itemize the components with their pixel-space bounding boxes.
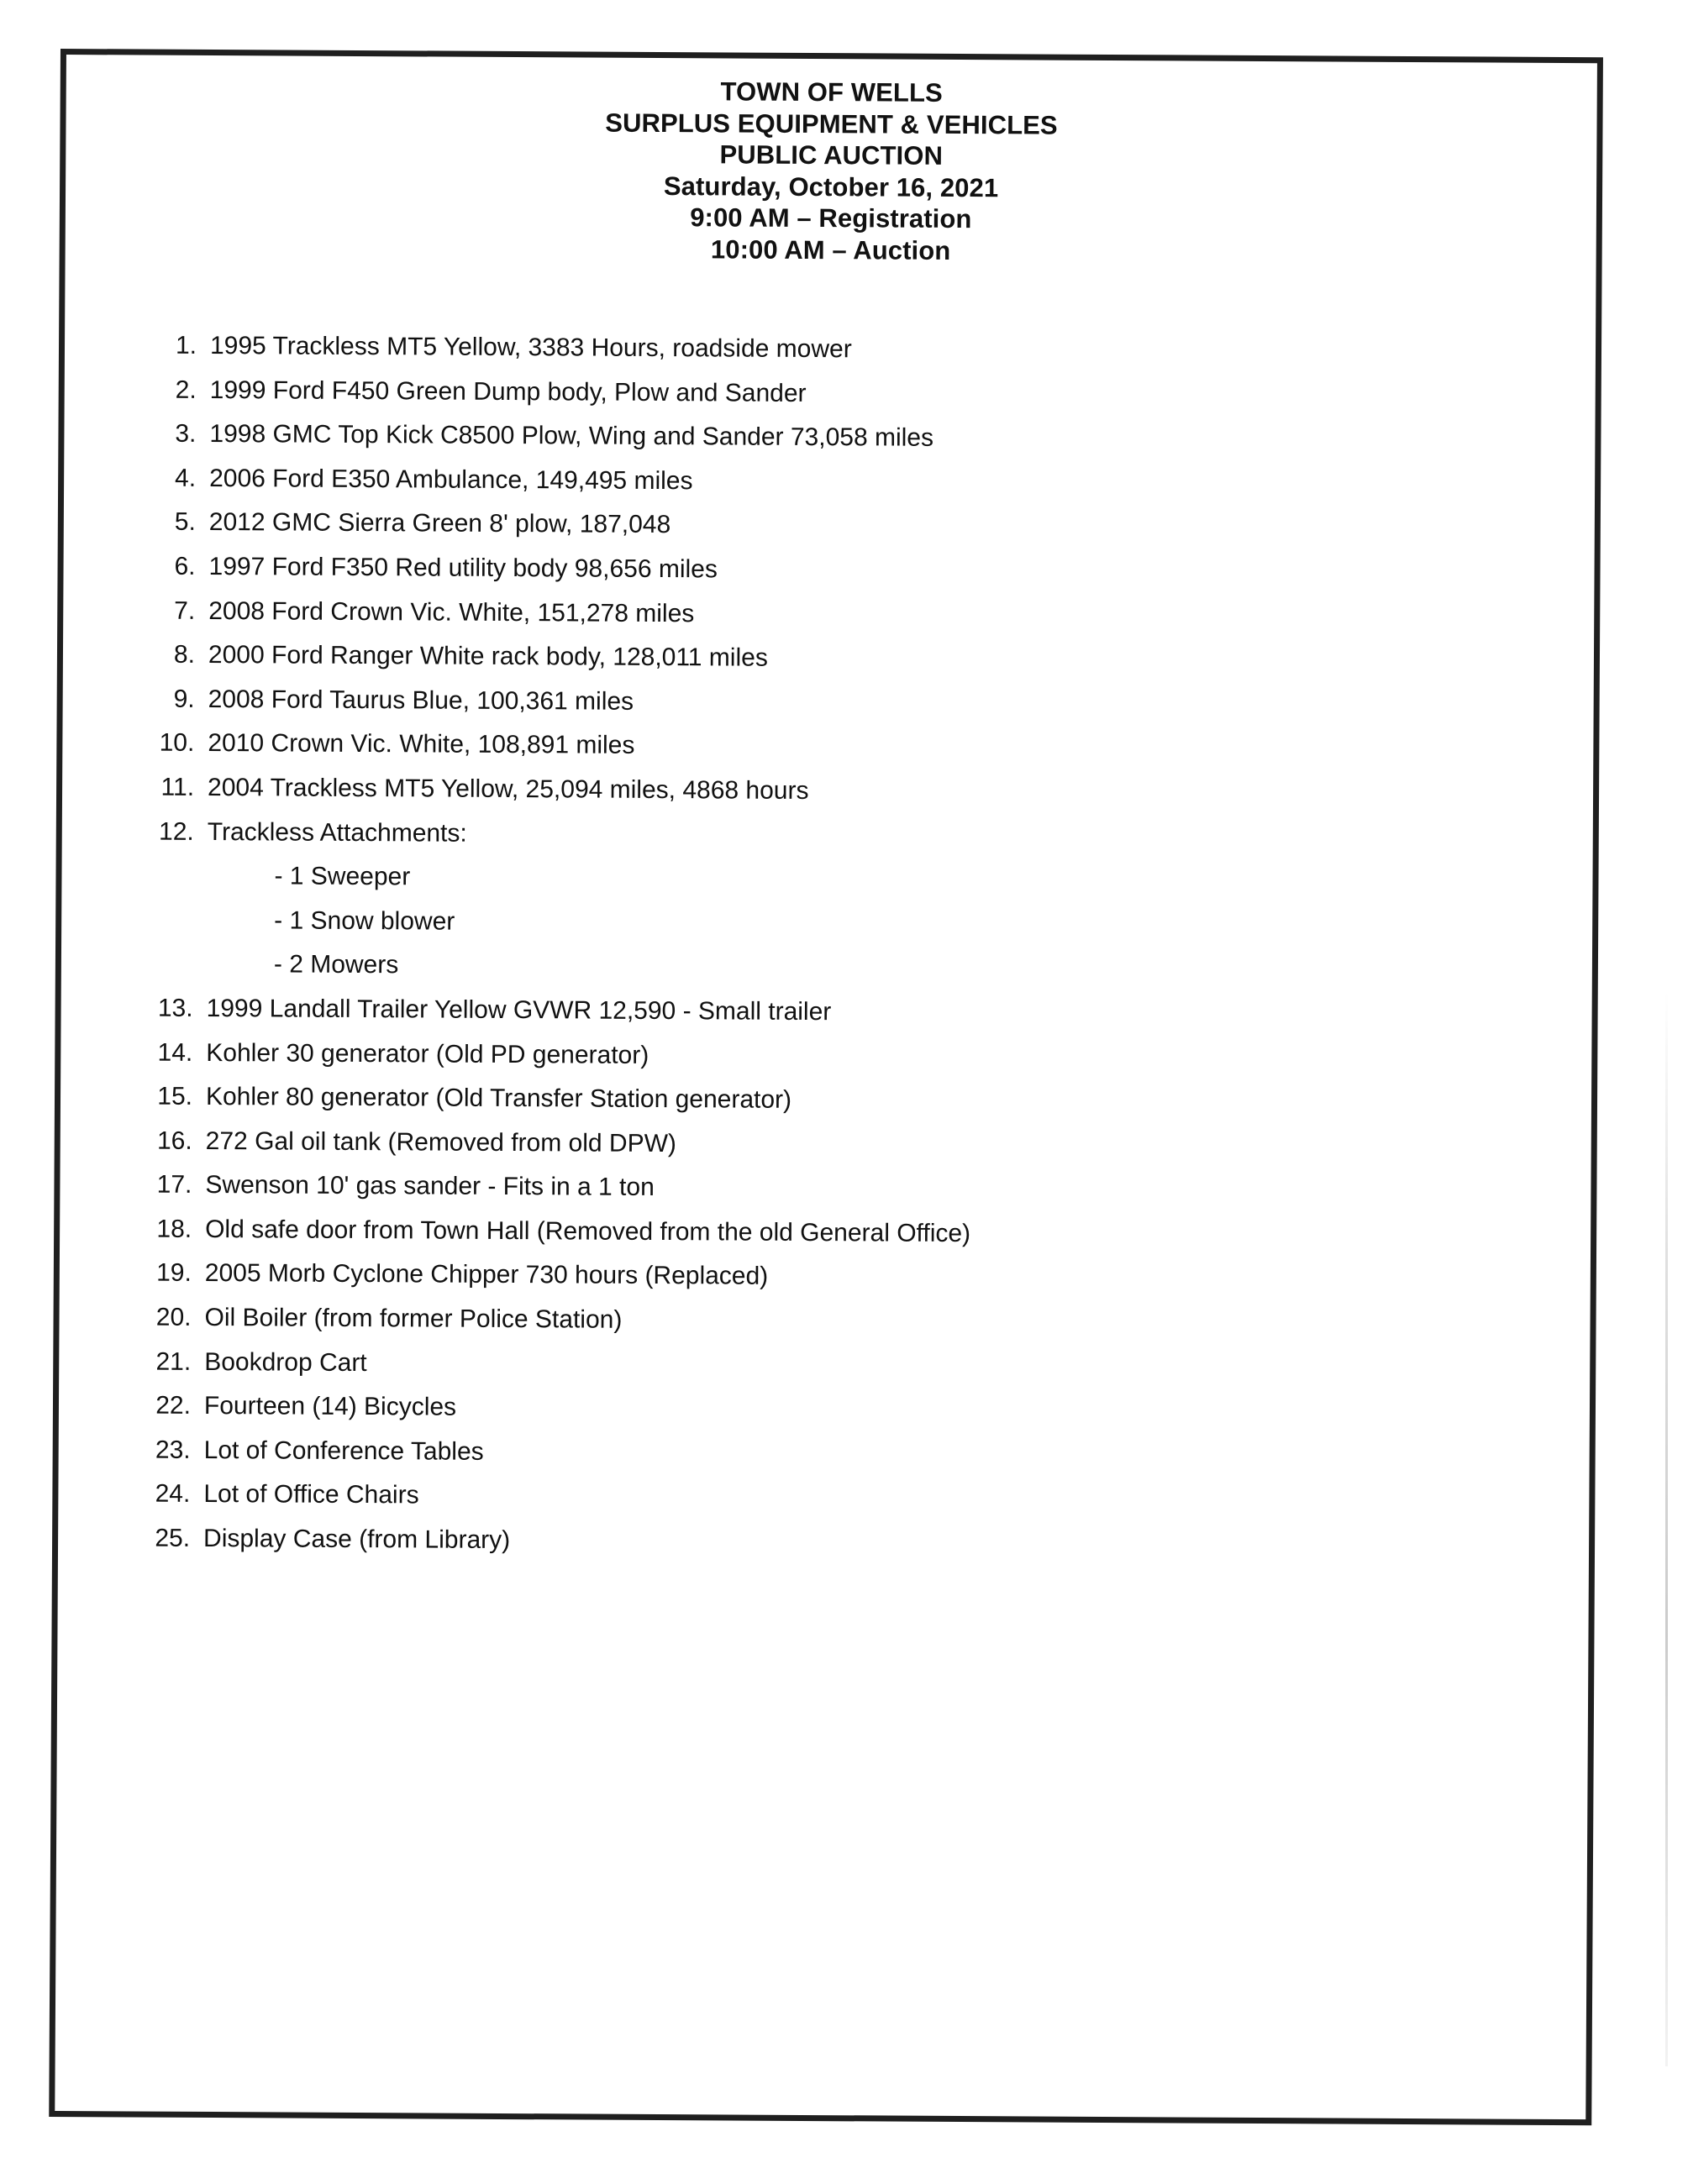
lot-description: 1999 Ford F450 Green Dump body, Plow and Sander xyxy=(209,375,807,407)
scanner-edge-line xyxy=(1665,991,1668,2066)
lot-description: 1999 Landall Trailer Yellow GVWR 12,590 - Small trailer xyxy=(206,994,832,1026)
lot-item xyxy=(152,1296,1596,1348)
lot-number: 21. xyxy=(155,1347,192,1376)
trackless-attachments-list xyxy=(155,854,1599,995)
lot-description: Display Case (from Library) xyxy=(203,1525,511,1555)
lot-item xyxy=(157,412,1601,465)
header-auction-time: 10:00 AM – Auction xyxy=(710,234,951,265)
lot-description: 2000 Ford Ranger White rack body, 128,011 miles xyxy=(208,641,768,672)
lot-description: Fourteen (14) Bicycles xyxy=(203,1392,457,1421)
auction-lot-list xyxy=(52,323,1601,1569)
lot-number: 20. xyxy=(155,1303,192,1331)
trackless-attachment-item: - 1 Sweeper xyxy=(274,862,411,891)
header-date: Saturday, October 16, 2021 xyxy=(663,171,999,202)
lot-item xyxy=(154,1031,1597,1083)
lot-description: 2012 GMC Sierra Green 8' plow, 187,048 xyxy=(208,508,671,539)
lot-description: 2010 Crown Vic. White, 108,891 miles xyxy=(208,729,635,760)
lot-number: 14. xyxy=(157,1038,193,1067)
lot-number: 4. xyxy=(175,464,197,492)
lot-item xyxy=(152,1340,1596,1392)
lot-description: Kohler 30 generator (Old PD generator) xyxy=(206,1038,649,1069)
document-content-area xyxy=(49,49,1603,2125)
lot-item xyxy=(155,722,1599,774)
lot-item xyxy=(158,368,1601,420)
lot-item xyxy=(156,589,1600,641)
lot-item xyxy=(155,810,1599,862)
auction-header xyxy=(60,49,1603,270)
lot-number: 5. xyxy=(174,508,196,537)
lot-item xyxy=(156,633,1600,685)
lot-number: 2. xyxy=(175,375,197,404)
header-registration-time: 9:00 AM – Registration xyxy=(690,202,972,234)
lot-description: 2008 Ford Taurus Blue, 100,361 miles xyxy=(208,685,634,716)
lot-item xyxy=(151,1473,1595,1525)
lot-number: 15. xyxy=(157,1082,193,1110)
header-town-name: TOWN OF WELLS xyxy=(720,76,943,108)
lot-description: 2004 Trackless MT5 Yellow, 25,094 miles, 4868 hours xyxy=(207,773,809,805)
lot-item xyxy=(157,456,1601,508)
lot-item xyxy=(155,766,1599,818)
lot-number: 16. xyxy=(156,1126,192,1155)
lot-description: 272 Gal oil tank (Removed from old DPW) xyxy=(205,1126,677,1158)
lot-number: 23. xyxy=(155,1436,191,1464)
trackless-attachment-item: - 1 Snow blower xyxy=(274,906,455,936)
lot-description: 1998 GMC Top Kick C8500 Plow, Wing and Sander 73,058 miles xyxy=(209,420,934,452)
lot-description: 2008 Ford Crown Vic. White, 151,278 miles xyxy=(208,596,695,627)
trackless-attachment-item: - 2 Mowers xyxy=(273,950,399,979)
lot-number: 25. xyxy=(155,1524,191,1552)
lot-description: Bookdrop Cart xyxy=(204,1347,367,1377)
lot-description: 1995 Trackless MT5 Yellow, 3383 Hours, roadside mower xyxy=(209,332,852,364)
lot-item xyxy=(156,677,1600,729)
lot-description: 2005 Morb Cyclone Chipper 730 hours (Replaced) xyxy=(204,1259,769,1291)
lot-number: 10. xyxy=(159,729,195,758)
lot-number: 19. xyxy=(156,1259,192,1288)
lot-description: Kohler 80 generator (Old Transfer Station generator) xyxy=(205,1083,792,1114)
lot-description: 1997 Ford F350 Red utility body 98,656 miles xyxy=(208,552,718,584)
lot-item xyxy=(152,1428,1596,1480)
lot-number: 17. xyxy=(156,1170,192,1200)
header-event-type: PUBLIC AUCTION xyxy=(719,139,944,171)
lot-description: Trackless Attachments: xyxy=(207,817,467,848)
lot-number: 18. xyxy=(156,1215,192,1243)
header-subject: SURPLUS EQUIPMENT & VEHICLES xyxy=(605,108,1058,140)
lot-description: Old safe door from Town Hall (Removed from the old General Office) xyxy=(205,1215,971,1247)
lot-number: 8. xyxy=(173,640,196,669)
lot-description: 2006 Ford E350 Ambulance, 149,495 miles xyxy=(209,464,693,495)
lot-item xyxy=(153,1208,1596,1260)
lot-description: Oil Boiler (from former Police Station) xyxy=(204,1304,623,1334)
lot-description: Lot of Conference Tables xyxy=(203,1436,484,1466)
lot-number: 12. xyxy=(158,817,194,846)
lot-item xyxy=(156,545,1600,597)
lot-item xyxy=(153,1163,1596,1215)
lot-description: Lot of Office Chairs xyxy=(203,1480,419,1509)
lot-number: 7. xyxy=(174,596,196,625)
lot-item xyxy=(154,1119,1597,1171)
lot-item xyxy=(152,1384,1596,1436)
lot-item xyxy=(154,987,1597,1039)
lot-number: 3. xyxy=(175,419,197,449)
lot-item xyxy=(158,324,1601,376)
lot-description: Swenson 10' gas sander - Fits in a 1 ton xyxy=(205,1171,655,1202)
lot-item xyxy=(157,501,1601,553)
lot-item xyxy=(153,1252,1596,1304)
trackless-attachments-group xyxy=(155,854,1599,995)
lot-number: 22. xyxy=(155,1391,192,1420)
lot-item xyxy=(151,1517,1595,1569)
lot-number: 6. xyxy=(174,552,196,580)
lot-number: 1. xyxy=(175,331,197,360)
lot-number: 11. xyxy=(160,773,195,801)
lot-number: 13. xyxy=(157,994,193,1022)
lot-number: 9. xyxy=(173,685,195,713)
lot-number: 24. xyxy=(155,1480,191,1509)
lot-item xyxy=(154,1075,1597,1127)
